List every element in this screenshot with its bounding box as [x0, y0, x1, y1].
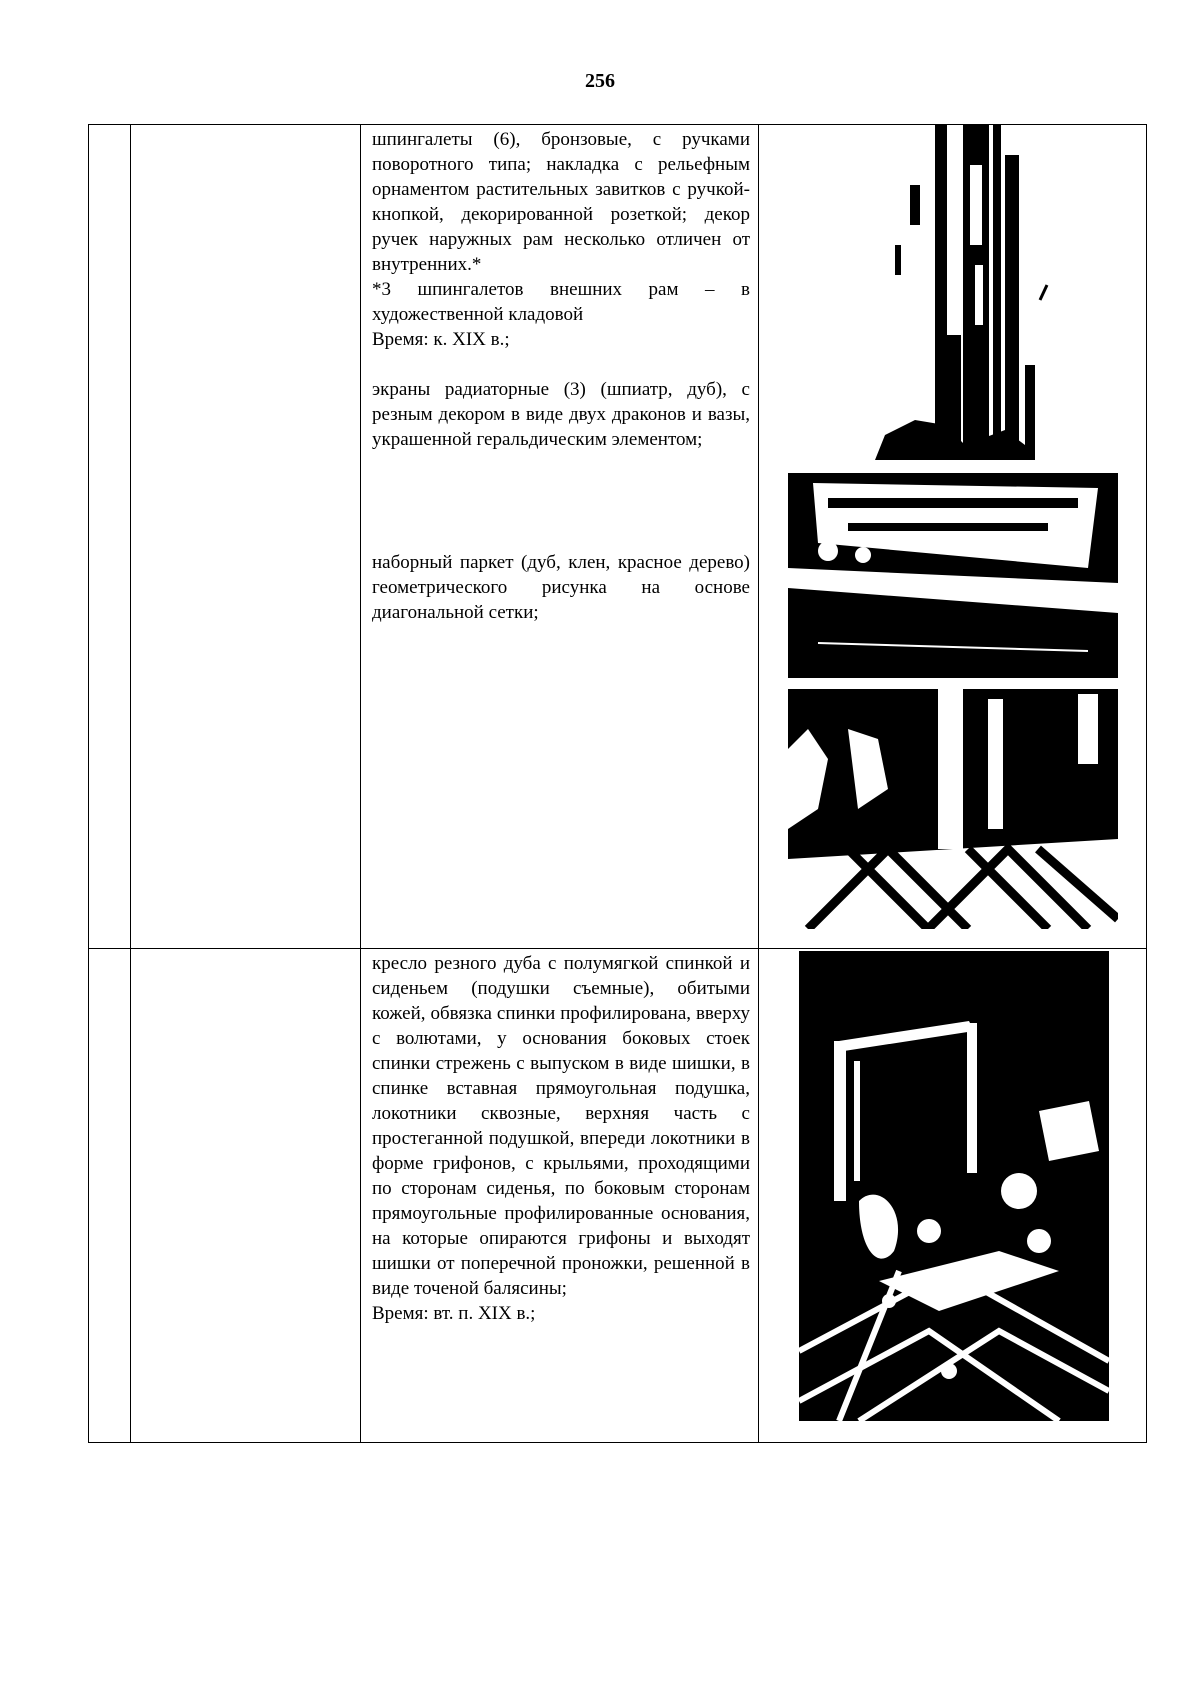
photo-radiator-screen [788, 473, 1118, 678]
name-cell [131, 949, 361, 1443]
photo-cell [759, 125, 1147, 949]
photo-cell [759, 949, 1147, 1443]
photo-armchair [799, 951, 1109, 1421]
description-cell [361, 125, 759, 949]
number-cell [89, 125, 131, 949]
table-row [89, 125, 1147, 949]
number-cell [89, 949, 131, 1443]
photo-parquet [788, 689, 1118, 929]
item-text-window-latches: шпингалеты (6), бронзовые, с ручками поворотного типа; накладка с рельефным орнаментом растительных завитков с ручкой-кнопкой, декорированной розеткой; декор ручек наружных рам несколько отличен от внутренних.* [372, 129, 750, 275]
description-cell [361, 949, 759, 1443]
photo-window-latch [875, 125, 1065, 460]
name-cell [131, 125, 361, 949]
item-description [361, 949, 758, 1326]
item-description [361, 125, 758, 625]
item-text-radiator-screens: экраны радиаторные (3) (шпиатр, дуб), с резным декором в виде двух драконов и вазы, украшенной геральдическим элементом; [372, 379, 750, 450]
page-number: 256 [585, 70, 615, 92]
item-date: Время: к. XIX в.; [372, 329, 510, 350]
item-text-armchair: кресло резного дуба с полумягкой спинкой и сиденьем (подушки съемные), обитыми кожей, обвязка спинки профилирована, вверху с волютами, у основания боковых стоек спинки стрежень с выпуском в виде шишки, в спинке вставная прямоугольная подушка, локотники сквозные, верхняя часть с простеганной подушкой, впереди локотники в форме грифонов, с крыльями, проходящими по сторонам сиденья, по боковым сторонам прямоугольные профилированные основания, на которые опираются грифоны и выходят шишки от поперечной проножки, решенной в виде точеной балясины; [372, 953, 750, 1299]
item-text-parquet: наборный паркет (дуб, клен, красное дерево) геометрического рисунка на основе диагональной сетки; [372, 552, 750, 623]
inventory-table [88, 124, 1147, 1443]
item-date: Время: вт. п. XIX в.; [372, 1303, 536, 1324]
item-note: *3 шпингалетов внешних рам – в художественной кладовой [372, 279, 750, 325]
table-row [89, 949, 1147, 1443]
